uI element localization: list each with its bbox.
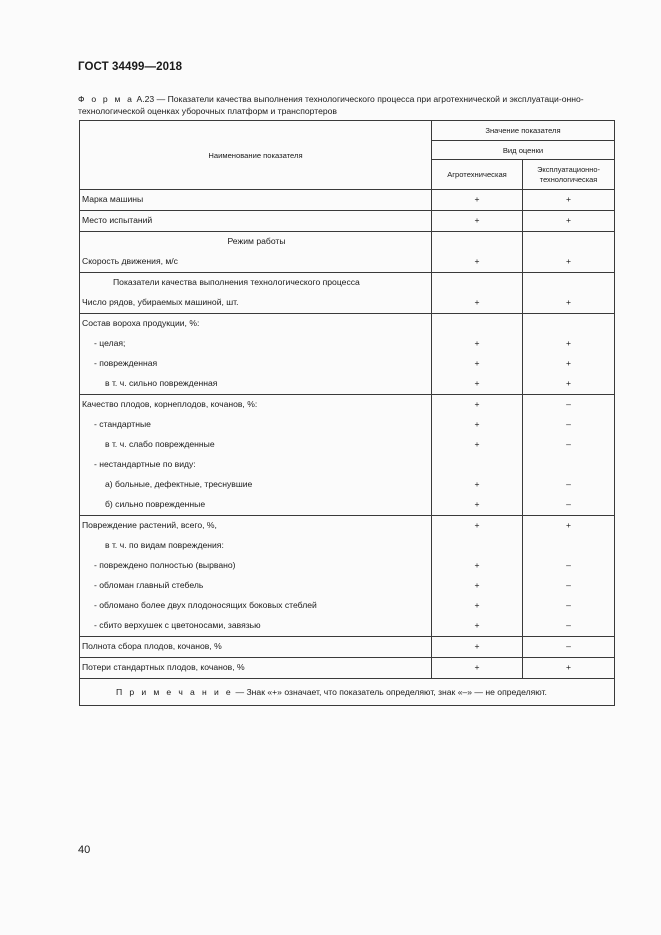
indicator-name: - стандартные (94, 419, 151, 429)
header-indicator-name: Наименование показателя (80, 121, 432, 190)
agro-mark: + (474, 662, 480, 672)
indicator-name: Число рядов, убираемых машиной, шт. (82, 297, 239, 307)
indicator-name: в т. ч. по видам повреждения: (105, 540, 224, 550)
agro-mark: + (474, 419, 480, 429)
indicator-name-cell (80, 273, 432, 314)
operational-mark: – (566, 439, 571, 449)
operational-mark: + (565, 338, 572, 348)
indicator-name-cell (80, 395, 432, 516)
operational-mark-cell (523, 232, 615, 273)
operational-mark-cell (523, 273, 615, 314)
operational-mark-cell (523, 314, 615, 395)
table-row (80, 395, 615, 516)
indicator-name: Качество плодов, корнеплодов, кочанов, %: (82, 399, 258, 409)
agro-mark-cell (432, 637, 523, 658)
agro-mark: + (474, 297, 480, 307)
form-title: А.23 — Показатели качества выполнения технологического процесса при агротехнической и эксплуатаци-онно-технологической оценках уборочных платформ и транспортеров (78, 94, 584, 116)
indicator-name: а) больные, дефектные, треснувшие (105, 479, 253, 489)
agro-mark: + (474, 560, 480, 570)
indicator-name: - сбито верхушек с цветоносами, завязью (94, 620, 261, 630)
operational-mark: + (565, 194, 572, 204)
indicator-name-cell (80, 314, 432, 395)
indicator-name: Режим работы (227, 236, 286, 246)
agro-mark-cell (432, 314, 523, 395)
indicator-name: Скорость движения, м/с (82, 256, 178, 266)
operational-mark-cell (523, 190, 615, 211)
form-caption (78, 93, 618, 117)
header-agrotechnical: Агротехническая (432, 160, 523, 190)
operational-mark (523, 455, 614, 475)
operational-mark: – (566, 499, 571, 509)
indicator-name: - обломан главный стебель (94, 580, 204, 590)
indicator-name: - нестандартные по виду: (94, 459, 196, 469)
table-row (80, 190, 615, 211)
indicator-name: - поврежденная (94, 358, 158, 368)
operational-mark-cell (523, 637, 615, 658)
table-row (80, 637, 615, 658)
operational-mark: + (565, 520, 572, 530)
table-row (80, 211, 615, 232)
agro-mark (432, 314, 522, 334)
operational-mark-cell (523, 516, 615, 637)
operational-mark: + (565, 297, 572, 307)
agro-mark (432, 273, 522, 293)
indicator-name: в т. ч. сильно поврежденная (105, 378, 218, 388)
header-operational-line2: технологическая (539, 174, 598, 184)
agro-mark: + (474, 499, 480, 509)
indicator-name: Состав вороха продукции, %: (82, 318, 200, 328)
indicator-name-cell (80, 211, 432, 232)
table-row (80, 232, 615, 273)
agro-mark: + (474, 378, 480, 388)
operational-mark (523, 273, 614, 293)
table-row (80, 314, 615, 395)
indicator-name: - обломано более двух плодоносящих боковых стеблей (94, 600, 317, 610)
quality-indicators-table (79, 120, 615, 706)
operational-mark (523, 232, 614, 252)
agro-mark: + (474, 620, 480, 630)
agro-mark: + (474, 338, 480, 348)
operational-mark (523, 536, 614, 556)
operational-mark (523, 314, 614, 334)
header-indicator-value: Значение показателя (432, 121, 615, 141)
agro-mark: + (474, 399, 480, 409)
operational-mark: – (566, 560, 571, 570)
agro-mark: + (474, 439, 480, 449)
agro-mark: + (474, 256, 480, 266)
note-word: П р и м е ч а н и е (116, 687, 234, 697)
operational-mark: + (565, 358, 572, 368)
operational-mark-cell (523, 395, 615, 516)
agro-mark-cell (432, 516, 523, 637)
indicator-name: - целая; (94, 338, 126, 348)
note-text: — Знак «+» означает, что показатель определяют, знак «–» — не определяют. (233, 687, 547, 697)
indicator-name: - повреждено полностью (вырвано) (94, 560, 236, 570)
operational-mark: + (565, 662, 572, 672)
operational-mark: – (566, 399, 571, 409)
agro-mark: + (474, 580, 480, 590)
indicator-name: Марка машины (82, 194, 144, 204)
agro-mark-cell (432, 190, 523, 211)
operational-mark: + (565, 378, 572, 388)
operational-mark-cell (523, 211, 615, 232)
operational-mark-cell (523, 658, 615, 679)
page-number: 40 (78, 844, 91, 856)
agro-mark (432, 455, 522, 475)
indicator-name-cell (80, 516, 432, 637)
table-note (80, 679, 615, 706)
table-row (80, 516, 615, 637)
agro-mark: + (474, 479, 480, 489)
operational-mark: – (566, 580, 571, 590)
header-operational (523, 160, 615, 190)
agro-mark: + (474, 215, 480, 225)
indicator-name-cell (80, 658, 432, 679)
agro-mark: + (474, 358, 480, 368)
agro-mark-cell (432, 211, 523, 232)
agro-mark: + (474, 641, 480, 651)
operational-mark: – (566, 419, 571, 429)
table-row (80, 273, 615, 314)
indicator-name: Место испытаний (82, 215, 153, 225)
agro-mark: + (474, 520, 480, 530)
form-word: Ф о р м а (78, 94, 135, 104)
operational-mark: – (566, 620, 571, 630)
header-operational-line1: Эксплуатационно- (537, 164, 600, 174)
indicator-name-cell (80, 637, 432, 658)
operational-mark: – (566, 641, 571, 651)
indicator-name: Показатели качества выполнения технологического процесса (113, 277, 360, 287)
operational-mark: + (565, 256, 572, 266)
indicator-name: Повреждение растений, всего, %, (82, 520, 217, 530)
indicator-name: в т. ч. слабо поврежденные (105, 439, 215, 449)
document-standard-header: ГОСТ 34499—2018 (78, 61, 183, 73)
indicator-name-cell (80, 232, 432, 273)
header-assessment-type: Вид оценки (432, 141, 615, 160)
agro-mark: + (474, 194, 480, 204)
agro-mark-cell (432, 395, 523, 516)
indicator-name: Потери стандартных плодов, кочанов, % (82, 662, 245, 672)
indicator-name: Полнота сбора плодов, кочанов, % (82, 641, 222, 651)
table-row (80, 658, 615, 679)
agro-mark: + (474, 600, 480, 610)
operational-mark: + (565, 215, 572, 225)
operational-mark: – (566, 600, 571, 610)
indicator-name-cell (80, 190, 432, 211)
indicator-name: б) сильно поврежденные (105, 499, 206, 509)
agro-mark (432, 536, 522, 556)
agro-mark (432, 232, 522, 252)
operational-mark: – (566, 479, 571, 489)
agro-mark-cell (432, 273, 523, 314)
agro-mark-cell (432, 232, 523, 273)
agro-mark-cell (432, 658, 523, 679)
